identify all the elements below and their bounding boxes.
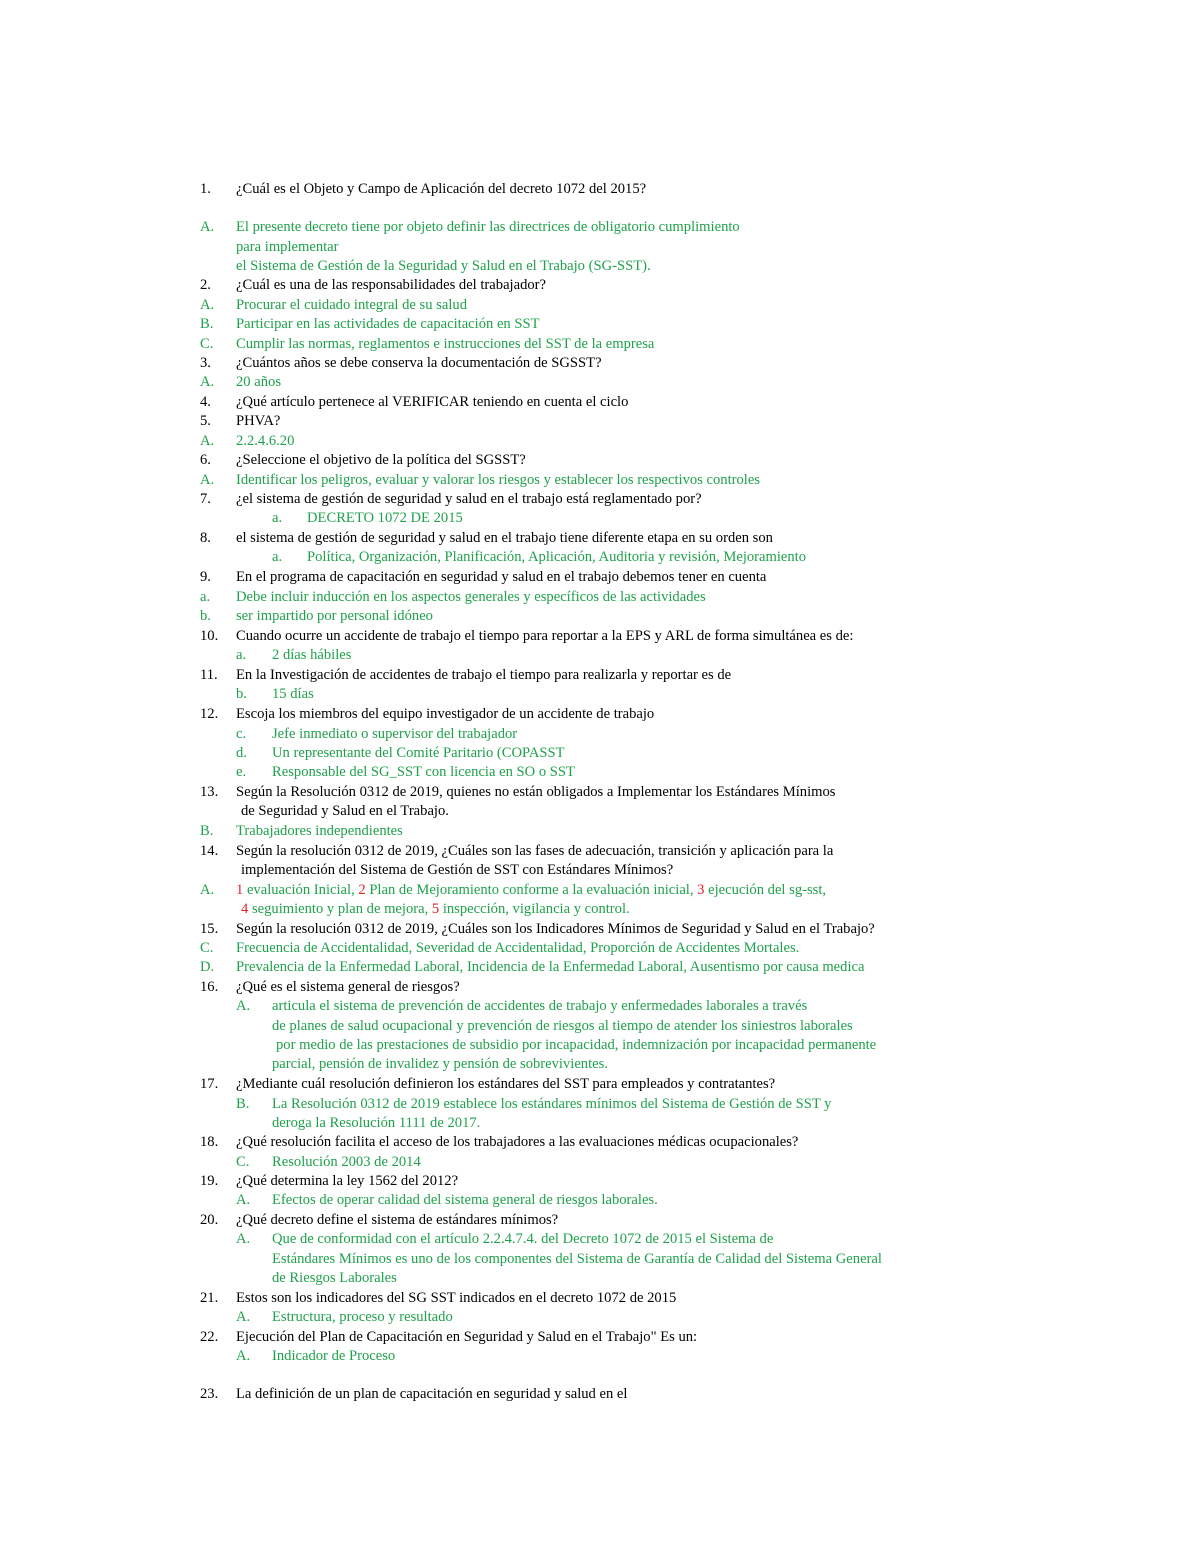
- list-marker: d.: [236, 745, 247, 761]
- list-marker: A.: [200, 374, 215, 390]
- phase-text: Plan de Mejoramiento conforme a la evaluación inicial,: [365, 882, 698, 898]
- list-marker: 15.: [200, 921, 219, 937]
- answer-text: Responsable del SG_SST con licencia en SO o SST: [272, 764, 575, 780]
- list-marker: 19.: [200, 1173, 219, 1189]
- list-marker: A.: [236, 1348, 251, 1364]
- question-text: ¿Qué es el sistema general de riesgos?: [236, 979, 460, 995]
- question-text: Según la resolución 0312 de 2019, ¿Cuáles son las fases de adecuación, transición y aplicación para la: [236, 843, 834, 859]
- question-text: La definición de un plan de capacitación en seguridad y salud en el: [236, 1386, 628, 1402]
- list-marker: 18.: [200, 1134, 219, 1150]
- question-text: el sistema de gestión de seguridad y salud en el trabajo tiene diferente etapa en su orden son: [236, 530, 773, 546]
- list-marker: B.: [200, 823, 214, 839]
- phase-text: evaluación Inicial,: [243, 882, 359, 898]
- answer-text: La Resolución 0312 de 2019 establece los estándares mínimos del Sistema de Gestión de SST y: [272, 1096, 832, 1112]
- answer-text: Estructura, proceso y resultado: [272, 1309, 453, 1325]
- question-text: En la Investigación de accidentes de trabajo el tiempo para realizarla y reportar es de: [236, 667, 732, 683]
- answer-text: Efectos de operar calidad del sistema general de riesgos laborales.: [272, 1192, 658, 1208]
- answer-text: Frecuencia de Accidentalidad, Severidad de Accidentalidad, Proporción de Accidentes Mortales.: [236, 940, 800, 956]
- phase-number: 1: [236, 882, 244, 898]
- list-marker: A.: [236, 998, 251, 1014]
- answer-text: Identificar los peligros, evaluar y valorar los riesgos y establecer los respectivos controles: [236, 472, 760, 488]
- list-marker: 21.: [200, 1290, 219, 1306]
- answer-text: 15 días: [272, 686, 314, 702]
- answer-text: Política, Organización, Planificación, Aplicación, Auditoria y revisión, Mejoramiento: [307, 549, 807, 565]
- answer-text: Procurar el cuidado integral de su salud: [236, 297, 467, 313]
- list-marker: a.: [272, 549, 283, 565]
- list-marker: A.: [200, 297, 215, 313]
- question-text: Estos son los indicadores del SG SST indicados en el decreto 1072 de 2015: [236, 1290, 677, 1306]
- list-marker: a.: [236, 647, 247, 663]
- list-marker: A.: [200, 219, 215, 235]
- question-text: ¿Cuál es una de las responsabilidades del trabajador?: [236, 277, 547, 293]
- list-marker: 13.: [200, 784, 219, 800]
- list-marker: A.: [200, 433, 215, 449]
- answer-text: [241, 900, 630, 920]
- list-marker: 11.: [200, 667, 218, 683]
- phase-number: 3: [697, 882, 705, 898]
- list-marker: b.: [200, 608, 211, 624]
- list-marker: a.: [200, 589, 211, 605]
- phase-text: seguimiento y plan de mejora,: [248, 901, 432, 917]
- list-marker: 12.: [200, 706, 219, 722]
- list-marker: A.: [200, 472, 215, 488]
- question-text: ¿Qué artículo pertenece al VERIFICAR teniendo en cuenta el ciclo: [236, 394, 629, 410]
- question-text: ¿Qué determina la ley 1562 del 2012?: [236, 1173, 459, 1189]
- answer-text: Trabajadores independientes: [236, 823, 403, 839]
- list-marker: 5.: [200, 413, 211, 429]
- answer-text: 2 días hábiles: [272, 647, 352, 663]
- answer-text: El presente decreto tiene por objeto definir las directrices de obligatorio cumplimiento: [236, 219, 740, 235]
- answer-text: por medio de las prestaciones de subsidio por incapacidad, indemnización por incapacidad permanente: [276, 1037, 877, 1053]
- answer-text: DECRETO 1072 DE 2015: [307, 510, 463, 526]
- list-marker: 8.: [200, 530, 211, 546]
- list-marker: a.: [272, 510, 283, 526]
- list-marker: 16.: [200, 979, 219, 995]
- question-text: En el programa de capacitación en seguridad y salud en el trabajo debemos tener en cuenta: [236, 569, 767, 585]
- question-text: Cuando ocurre un accidente de trabajo el tiempo para reportar a la EPS y ARL de forma simultánea es de:: [236, 628, 854, 644]
- question-text: ¿el sistema de gestión de seguridad y salud en el trabajo está reglamentado por?: [236, 491, 702, 507]
- list-marker: c.: [236, 726, 247, 742]
- question-text: ¿Seleccione el objetivo de la política del SGSST?: [236, 452, 526, 468]
- list-marker: C.: [236, 1154, 250, 1170]
- answer-text: Que de conformidad con el artículo 2.2.4.7.4. del Decreto 1072 de 2015 el Sistema de: [272, 1231, 774, 1247]
- answer-text: el Sistema de Gestión de la Seguridad y Salud en el Trabajo (SG-SST).: [236, 258, 651, 274]
- list-marker: 22.: [200, 1329, 219, 1345]
- phase-text: inspección, vigilancia y control.: [439, 901, 630, 917]
- list-marker: 7.: [200, 491, 211, 507]
- answer-text: [236, 881, 826, 901]
- list-marker: 4.: [200, 394, 211, 410]
- question-text: Según la Resolución 0312 de 2019, quienes no están obligados a Implementar los Estándares Mínimos: [236, 784, 836, 800]
- answer-text: 20 años: [236, 374, 281, 390]
- list-marker: 9.: [200, 569, 211, 585]
- answer-text: Un representante del Comité Paritario (COPASST: [272, 745, 565, 761]
- phase-text: ejecución del sg-sst,: [704, 882, 827, 898]
- list-marker: B.: [236, 1096, 250, 1112]
- phase-number: 5: [431, 901, 440, 917]
- question-text: Según la resolución 0312 de 2019, ¿Cuáles son los Indicadores Mínimos de Seguridad y Salud en el Trabajo?: [236, 921, 875, 937]
- question-text: implementación del Sistema de Gestión de SST con Estándares Mínimos?: [241, 862, 674, 878]
- answer-text: parcial, pensión de invalidez y pensión de sobrevivientes.: [272, 1056, 608, 1072]
- answer-text: articula el sistema de prevención de accidentes de trabajo y enfermedades laborales a través: [272, 998, 808, 1014]
- list-marker: 1.: [200, 181, 211, 197]
- phase-number: 4: [241, 901, 249, 917]
- question-text: Ejecución del Plan de Capacitación en Seguridad y Salud en el Trabajo" Es un:: [236, 1329, 698, 1345]
- answer-text: Participar en las actividades de capacitación en SST: [236, 316, 540, 332]
- list-marker: A.: [236, 1231, 251, 1247]
- answer-text: deroga la Resolución 1111 de 2017.: [272, 1115, 481, 1131]
- list-marker: 17.: [200, 1076, 219, 1092]
- answer-text: 2.2.4.6.20: [236, 433, 295, 449]
- list-marker: B.: [200, 316, 214, 332]
- question-text: ¿Qué decreto define el sistema de estándares mínimos?: [236, 1212, 559, 1228]
- list-marker: 14.: [200, 843, 219, 859]
- question-text: PHVA?: [236, 413, 281, 429]
- question-text: ¿Cuántos años se debe conserva la documentación de SGSST?: [236, 355, 602, 371]
- list-marker: 6.: [200, 452, 211, 468]
- answer-text: Cumplir las normas, reglamentos e instrucciones del SST de la empresa: [236, 336, 655, 352]
- answer-text: Resolución 2003 de 2014: [272, 1154, 421, 1170]
- answer-text: Jefe inmediato o supervisor del trabajador: [272, 726, 518, 742]
- answer-text: Estándares Mínimos es uno de los componentes del Sistema de Garantía de Calidad del Sistema General: [272, 1251, 882, 1267]
- list-marker: D.: [200, 959, 215, 975]
- phase-number: 2: [358, 882, 366, 898]
- list-marker: 10.: [200, 628, 219, 644]
- list-marker: 2.: [200, 277, 211, 293]
- list-marker: A.: [236, 1192, 251, 1208]
- list-marker: 3.: [200, 355, 211, 371]
- answer-text: Prevalencia de la Enfermedad Laboral, Incidencia de la Enfermedad Laboral, Ausentismo por causa medica: [236, 959, 865, 975]
- list-marker: b.: [236, 686, 247, 702]
- list-marker: A.: [200, 882, 215, 898]
- list-marker: 23.: [200, 1386, 219, 1402]
- answer-text: Indicador de Proceso: [272, 1348, 396, 1364]
- question-text: de Seguridad y Salud en el Trabajo.: [241, 803, 449, 819]
- list-marker: C.: [200, 336, 214, 352]
- answer-text: Debe incluir inducción en los aspectos generales y específicos de las actividades: [236, 589, 706, 605]
- question-text: ¿Qué resolución facilita el acceso de los trabajadores a las evaluaciones médicas ocupacionales?: [236, 1134, 799, 1150]
- question-text: ¿Mediante cuál resolución definieron los estándares del SST para empleados y contratantes?: [236, 1076, 776, 1092]
- list-marker: 20.: [200, 1212, 219, 1228]
- answer-text: para implementar: [236, 239, 339, 255]
- question-text: ¿Cuál es el Objeto y Campo de Aplicación del decreto 1072 del 2015?: [236, 181, 647, 197]
- question-text: Escoja los miembros del equipo investigador de un accidente de trabajo: [236, 706, 655, 722]
- list-marker: e.: [236, 764, 247, 780]
- answer-text: ser impartido por personal idóneo: [236, 608, 433, 624]
- answer-text: de Riesgos Laborales: [272, 1270, 397, 1286]
- list-marker: A.: [236, 1309, 251, 1325]
- list-marker: C.: [200, 940, 214, 956]
- answer-text: de planes de salud ocupacional y prevención de riesgos al tiempo de atender los siniestros laborales: [272, 1018, 853, 1034]
